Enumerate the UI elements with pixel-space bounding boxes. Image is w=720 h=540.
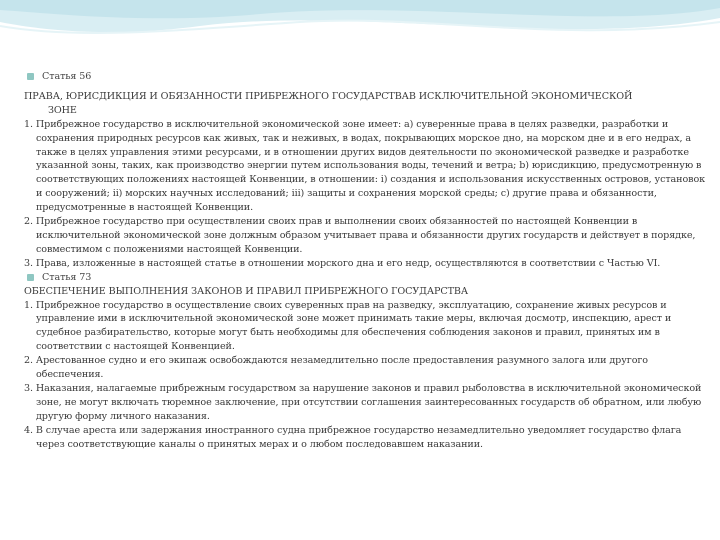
article-56-title-line1: ПРАВА, ЮРИСДИКЦИЯ И ОБЯЗАННОСТИ ПРИБРЕЖНОГО ГОСУДАРСТВАВ ИСКЛЮЧИТЕЛЬНОЙ ЭКОНОМИЧЕСКОЙ [24, 90, 633, 102]
article-56-title [24, 90, 710, 118]
article-56-paragraph-3: 3. Права, изложенные в настоящей статье в отношении морского дна и его недр, осуществляются в соответствии с Частью VI. [24, 257, 661, 269]
article-56-label: Статья 56 [24, 70, 710, 84]
article-73-title: ОБЕСПЕЧЕНИЕ ВЫПОЛНЕНИЯ ЗАКОНОВ И ПРАВИЛ ПРИБРЕЖНОГО ГОСУДАРСТВА [24, 285, 469, 297]
article-73-paragraph-3: 3. Наказания, налагаемые прибрежным государством за нарушение законов и правил рыболовства в исключительной экономической зоне, не могут включать тюремное заключение, при отсутствии соглашения заинтересованных государств об обратном, или любую другую форму личного наказания. [24, 382, 702, 422]
article-73-paragraph-2: 2. Арестованное судно и его экипаж освобождаются незамедлительно после предоставления разумного залога или другого обеспечения. [24, 355, 648, 381]
article-56-paragraph-1: 1. Прибрежное государство в исключительной экономической зоне имеет: a) суверенные права в целях разведки, разработки и сохранения природных ресурсов как живых, так и неживых, в водах, покрывающих морское дно, на морском дне и в его недрах, а также в целях управления этими ресурсами, и в отношении других видов деятельности по экономической разведке и разработке указанной зоны, таких, как производство энергии путем использования воды, течений и ветра; b) юрисдикцию, предусмотренную в соответствующих положениях настоящей Конвенции, в отношении: i) создания и использования искусственных островов, установок и сооружений; ii) морских научных исследований; iii) защиты и сохранения морской среды; c) другие права и обязанности, предусмотренные в настоящей Конвенции. [24, 118, 706, 214]
article-56-title-line2: ЗОНЕ [48, 104, 77, 116]
bullet-icon [27, 73, 34, 80]
article-73-label: Статья 73 [24, 271, 710, 285]
article-56-paragraph-2: 2. Прибрежное государство при осуществлении своих прав и выполнении своих обязанностей по настоящей Конвенции в исключительной экономической зоне должным образом учитывает права и обязанности других государств и действует в порядке, совместимом с положениями настоящей Конвенции. [24, 216, 696, 255]
bullet-icon [27, 274, 34, 281]
article-73-paragraph-1: 1. Прибрежное государство в осуществление своих суверенных прав на разведку, эксплуатацию, сохранение живых ресурсов и управление ими в исключительной экономической зоне может принимать такие меры, включая досмотр, инспекцию, арест и судебное разбирательство, которые могут быть необходимы для обеспечения соблюдения законов и правил, принятых им в соответствии с настоящей Конвенцией. [24, 299, 672, 353]
article-73-paragraph-4: 4. В случае ареста или задержания иностранного судна прибрежное государство незамедлительно уведомляет государство флага через соответствующие каналы о принятых мерах и о любом последовавшем наказании. [24, 424, 682, 450]
document-body [24, 70, 710, 451]
decorative-wave-header [0, 0, 720, 70]
